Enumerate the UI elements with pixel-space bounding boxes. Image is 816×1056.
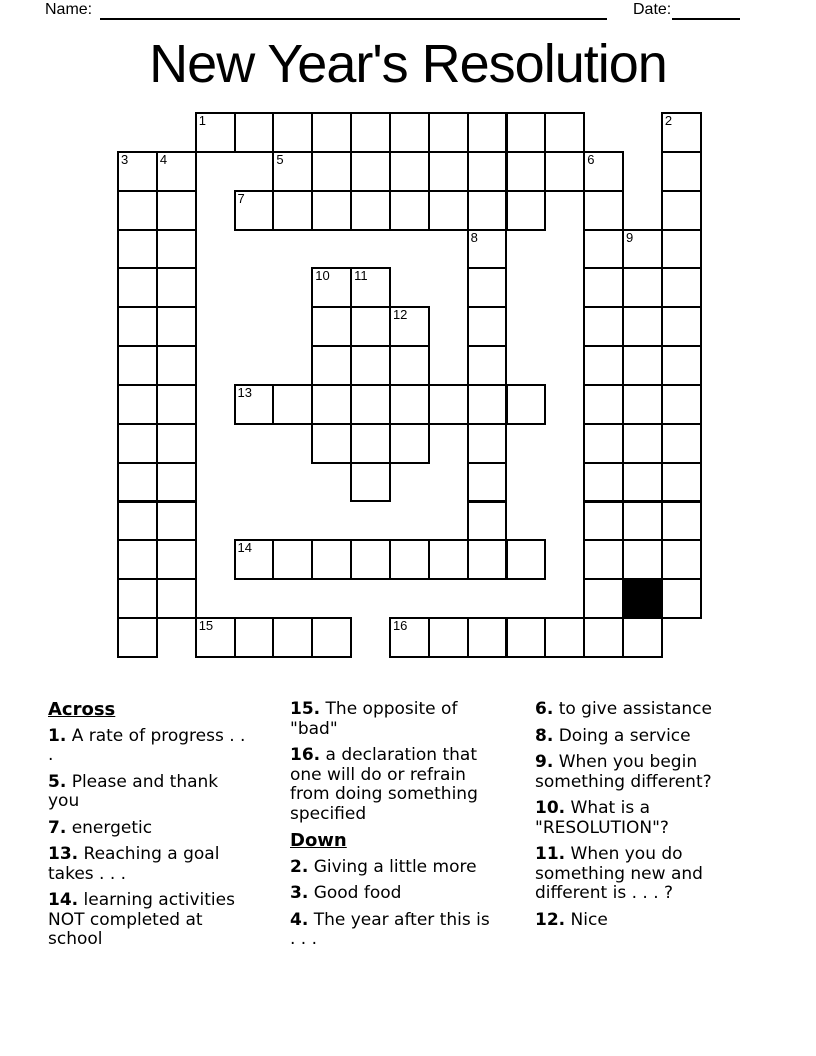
grid-cell bbox=[467, 501, 508, 542]
grid-cell bbox=[350, 423, 391, 464]
grid-cell bbox=[467, 617, 508, 658]
cell-number: 8 bbox=[470, 229, 478, 245]
grid-cell bbox=[506, 112, 547, 153]
grid-cell bbox=[156, 539, 197, 580]
clue-text: When you begin something different? bbox=[535, 752, 712, 792]
grid-cell bbox=[428, 190, 469, 231]
grid-cell bbox=[661, 306, 702, 347]
grid-cell bbox=[506, 151, 547, 192]
grid-cell bbox=[661, 539, 702, 580]
grid-cell bbox=[622, 345, 663, 386]
grid-cell bbox=[350, 345, 391, 386]
clue-6 bbox=[535, 700, 740, 720]
cell-number: 6 bbox=[587, 151, 595, 167]
clue-text: A rate of progress . . . bbox=[48, 725, 246, 765]
clue-number: 8. bbox=[535, 725, 554, 746]
grid-cell bbox=[156, 190, 197, 231]
grid-cell bbox=[272, 384, 313, 425]
grid-cell bbox=[156, 423, 197, 464]
grid-cell bbox=[661, 462, 702, 503]
grid-cell bbox=[506, 190, 547, 231]
cell-number: 16 bbox=[392, 618, 408, 634]
clue-9 bbox=[535, 753, 740, 792]
grid-cell bbox=[389, 384, 430, 425]
grid-cell bbox=[506, 384, 547, 425]
grid-cell bbox=[583, 190, 624, 231]
grid-cell bbox=[661, 384, 702, 425]
grid-cell bbox=[467, 190, 508, 231]
grid-cell bbox=[117, 617, 158, 658]
grid-cell bbox=[583, 345, 624, 386]
cell-number: 15 bbox=[198, 618, 214, 634]
grid-cell bbox=[156, 267, 197, 308]
grid-cell bbox=[350, 462, 391, 503]
clue-text: Doing a service bbox=[553, 725, 691, 746]
clue-number: 15. bbox=[290, 699, 321, 719]
grid-cell bbox=[622, 501, 663, 542]
grid-cell bbox=[622, 423, 663, 464]
grid-cell bbox=[661, 229, 702, 270]
grid-cell bbox=[234, 112, 275, 153]
clue-text: to give assistance bbox=[553, 699, 712, 719]
grid-cell bbox=[583, 501, 624, 542]
across-heading: Across bbox=[48, 699, 116, 720]
clue-number: 1. bbox=[48, 725, 67, 746]
clue-8 bbox=[535, 727, 740, 747]
clue-number: 9. bbox=[535, 752, 554, 772]
grid-cell bbox=[428, 151, 469, 192]
clue-number: 14. bbox=[48, 890, 79, 910]
grid-cell bbox=[195, 112, 236, 153]
clue-text: Please and thank you bbox=[48, 771, 219, 811]
grid-cell bbox=[622, 229, 663, 270]
grid-cell bbox=[350, 539, 391, 580]
clue-text: Giving a little more bbox=[308, 856, 477, 877]
grid-cell bbox=[156, 462, 197, 503]
grid-cell bbox=[661, 112, 702, 153]
grid-cell bbox=[389, 190, 430, 231]
grid-cell bbox=[350, 384, 391, 425]
clue-5 bbox=[48, 773, 248, 812]
grid-cell bbox=[234, 384, 275, 425]
grid-cell bbox=[272, 151, 313, 192]
grid-cell bbox=[272, 190, 313, 231]
clue-15 bbox=[290, 700, 498, 739]
grid-cell bbox=[661, 151, 702, 192]
grid-cell bbox=[234, 617, 275, 658]
grid-cell bbox=[583, 617, 624, 658]
grid-cell bbox=[544, 617, 585, 658]
clue-number: 2. bbox=[290, 856, 309, 877]
clue-1 bbox=[48, 727, 248, 766]
cell-number: 9 bbox=[626, 229, 634, 245]
clue-number: 4. bbox=[290, 909, 309, 930]
grid-cell bbox=[117, 190, 158, 231]
grid-cell bbox=[467, 384, 508, 425]
cell-number: 14 bbox=[237, 540, 253, 556]
grid-cell bbox=[117, 267, 158, 308]
clue-text: What is a "RESOLUTION"? bbox=[535, 798, 669, 838]
grid-cell bbox=[311, 345, 352, 386]
grid-cell bbox=[389, 306, 430, 347]
grid-cell bbox=[350, 112, 391, 153]
grid-cell bbox=[117, 151, 158, 192]
grid-cell bbox=[117, 462, 158, 503]
grid-cell bbox=[583, 267, 624, 308]
cell-number: 1 bbox=[198, 113, 206, 128]
cell-number: 12 bbox=[392, 307, 408, 323]
grid-cell bbox=[544, 151, 585, 192]
grid-cell bbox=[583, 578, 624, 619]
grid-cell bbox=[272, 539, 313, 580]
grid-cell bbox=[389, 617, 430, 658]
grid-cell bbox=[156, 229, 197, 270]
clue-7 bbox=[48, 819, 248, 839]
grid-cell bbox=[117, 423, 158, 464]
clue-number: 13. bbox=[48, 844, 79, 864]
clues-column-1 bbox=[48, 700, 248, 957]
cell-number: 4 bbox=[159, 151, 168, 167]
grid-cell bbox=[428, 112, 469, 153]
cell-number: 2 bbox=[664, 113, 673, 128]
grid-cell bbox=[661, 345, 702, 386]
grid-cell bbox=[428, 539, 469, 580]
clue-text: When you do something new and different is . . . ? bbox=[535, 844, 703, 903]
clue-number: 3. bbox=[290, 883, 309, 903]
clue-text: a declaration that one will do or refrain from doing something specified bbox=[290, 745, 478, 824]
clue-3 bbox=[290, 884, 498, 904]
grid-cell bbox=[389, 345, 430, 386]
down-heading: Down bbox=[290, 830, 347, 851]
grid-cell bbox=[467, 345, 508, 386]
grid-cell bbox=[467, 539, 508, 580]
grid-cell bbox=[506, 539, 547, 580]
clue-number: 11. bbox=[535, 844, 566, 864]
grid-cell bbox=[117, 345, 158, 386]
grid-cell bbox=[661, 267, 702, 308]
grid-cell bbox=[117, 306, 158, 347]
grid-cell bbox=[272, 617, 313, 658]
cell-number: 13 bbox=[237, 384, 253, 400]
grid-cell bbox=[583, 151, 624, 192]
grid-cell bbox=[428, 617, 469, 658]
grid-cell bbox=[661, 501, 702, 542]
clue-14 bbox=[48, 891, 248, 950]
grid-cell bbox=[117, 229, 158, 270]
name-label: Name: bbox=[45, 1, 93, 18]
grid-cell bbox=[311, 306, 352, 347]
grid-cell bbox=[661, 423, 702, 464]
clue-2 bbox=[290, 858, 498, 878]
grid-cell bbox=[234, 539, 275, 580]
clues-column-3 bbox=[535, 700, 740, 937]
clue-text: learning activities NOT completed at school bbox=[48, 890, 235, 949]
grid-cell bbox=[311, 190, 352, 231]
clues-column-2 bbox=[290, 700, 498, 957]
grid-cell bbox=[661, 578, 702, 619]
clue-text: The opposite of "bad" bbox=[290, 699, 458, 739]
date-label: Date: bbox=[633, 1, 672, 18]
clue-number: 7. bbox=[48, 817, 67, 838]
grid-cell bbox=[583, 229, 624, 270]
clue-16 bbox=[290, 746, 498, 824]
grid-cell bbox=[428, 384, 469, 425]
grid-cell bbox=[311, 617, 352, 658]
grid-cell bbox=[661, 190, 702, 231]
grid-cell bbox=[117, 539, 158, 580]
grid-cell bbox=[467, 306, 508, 347]
grid-cell bbox=[156, 345, 197, 386]
grid-cell bbox=[583, 306, 624, 347]
grid-cell bbox=[311, 267, 352, 308]
grid-cell bbox=[622, 617, 663, 658]
grid-cell bbox=[156, 384, 197, 425]
grid-cell bbox=[311, 423, 352, 464]
grid-cell bbox=[622, 384, 663, 425]
grid-cell bbox=[467, 229, 508, 270]
grid-cell bbox=[467, 267, 508, 308]
date-blank-line bbox=[672, 18, 740, 20]
page-title: New Year's Resolution bbox=[149, 34, 667, 94]
name-blank-line bbox=[100, 18, 607, 20]
clue-4 bbox=[290, 911, 498, 950]
grid-cell bbox=[583, 539, 624, 580]
grid-cell bbox=[583, 423, 624, 464]
grid-cell bbox=[583, 462, 624, 503]
grid-cell bbox=[311, 151, 352, 192]
clue-text: energetic bbox=[66, 817, 153, 838]
grid-cell bbox=[467, 151, 508, 192]
grid-cell bbox=[117, 501, 158, 542]
grid-cell bbox=[311, 539, 352, 580]
clue-text: Nice bbox=[565, 909, 608, 930]
grid-cell bbox=[350, 151, 391, 192]
grid-cell bbox=[350, 190, 391, 231]
clue-text: The year after this is . . . bbox=[290, 909, 490, 949]
grid-cell bbox=[156, 578, 197, 619]
grid-cell bbox=[622, 306, 663, 347]
grid-cell bbox=[350, 306, 391, 347]
grid-cell-black bbox=[622, 578, 663, 619]
grid-cell bbox=[272, 112, 313, 153]
clue-11 bbox=[535, 845, 740, 904]
grid-cell bbox=[311, 384, 352, 425]
clue-text: Reaching a goal takes . . . bbox=[48, 844, 220, 884]
grid-cell bbox=[156, 151, 197, 192]
grid-cell bbox=[389, 151, 430, 192]
clue-number: 10. bbox=[535, 798, 566, 818]
clue-number: 5. bbox=[48, 771, 67, 792]
grid-cell bbox=[389, 539, 430, 580]
grid-cell bbox=[389, 423, 430, 464]
grid-cell bbox=[311, 112, 352, 153]
grid-cell bbox=[195, 617, 236, 658]
grid-cell bbox=[622, 539, 663, 580]
grid-cell bbox=[156, 501, 197, 542]
clue-number: 6. bbox=[535, 699, 554, 719]
grid-cell bbox=[467, 462, 508, 503]
grid-cell bbox=[467, 423, 508, 464]
clue-number: 12. bbox=[535, 909, 566, 930]
clue-12 bbox=[535, 911, 740, 931]
grid-cell bbox=[506, 617, 547, 658]
grid-cell bbox=[389, 112, 430, 153]
clue-13 bbox=[48, 845, 248, 884]
grid-cell bbox=[117, 578, 158, 619]
cell-number: 11 bbox=[354, 268, 368, 284]
grid-cell bbox=[583, 384, 624, 425]
cell-number: 5 bbox=[276, 151, 284, 167]
grid-cell bbox=[622, 462, 663, 503]
cell-number: 7 bbox=[237, 190, 245, 206]
grid-cell bbox=[156, 306, 197, 347]
grid-cell bbox=[467, 112, 508, 153]
grid-cell bbox=[117, 384, 158, 425]
grid-cell bbox=[544, 112, 585, 153]
grid-cell bbox=[350, 267, 391, 308]
crossword-grid bbox=[117, 112, 702, 658]
grid-cell bbox=[234, 190, 275, 231]
grid-cell bbox=[622, 267, 663, 308]
clue-text: Good food bbox=[308, 883, 402, 903]
clue-number: 16. bbox=[290, 745, 321, 765]
cell-number: 3 bbox=[121, 151, 129, 167]
clue-10 bbox=[535, 799, 740, 838]
cell-number: 10 bbox=[315, 268, 330, 284]
